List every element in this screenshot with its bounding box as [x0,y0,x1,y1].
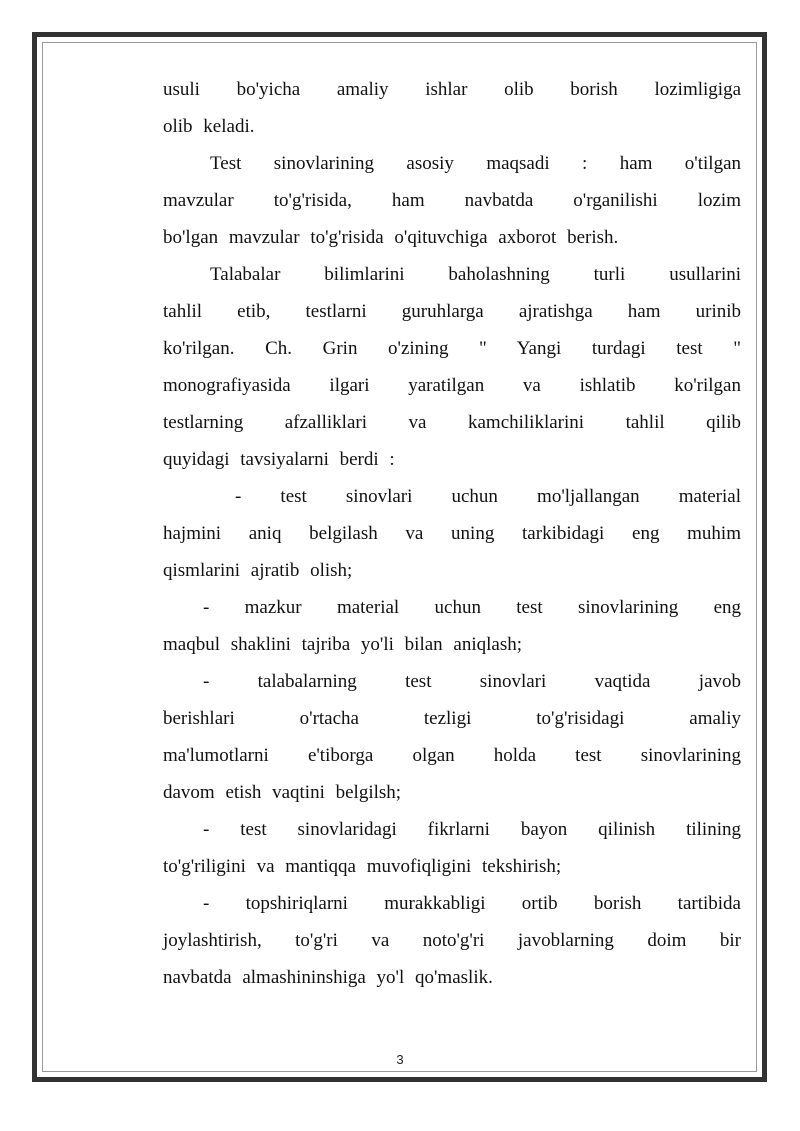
text-line: - test sinovlari uchun mo'ljallangan material [235,486,741,507]
paragraph-continuation [163,71,741,145]
text-line: monografiyasida ilgari yaratilgan va ishlatib ko'rilgan [163,375,741,396]
text-line: tahlil etib, testlarni guruhlarga ajratishga ham urinib [163,301,741,322]
text-line: qismlarini ajratib olish; [163,560,353,581]
text-line: olib keladi. [163,116,255,137]
text-line: to'g'riligini va mantiqqa muvofiqligini tekshirish; [163,856,562,877]
list-item-task-ordering [163,885,741,996]
text-line: maqbul shaklini tajriba yo'li bilan aniqlash; [163,634,523,655]
text-line: quyidagi tavsiyalarni berdi : [163,449,395,470]
text-line: ko'rilgan. Ch. Grin o'zining " Yangi turdagi test " [163,338,741,359]
text-line: bo'lgan mavzular to'g'risida o'qituvchiga axborot berish. [163,227,619,248]
text-line: usuli bo'yicha amaliy ishlar olib borish lozimligiga [163,79,741,100]
text-line: hajmini aniq belgilash va uning tarkibidagi eng muhim [163,523,741,544]
document-body [163,71,741,996]
text-line: - topshiriqlarni murakkabligi ortib borish tartibida [203,893,741,914]
text-line: - talabalarning test sinovlari vaqtida javob [203,671,741,692]
page-number: 3 [396,1052,404,1067]
text-line: - mazkur material uchun test sinovlarining eng [203,597,741,618]
text-line: mavzular to'g'risida, ham navbatda o'rganilishi lozim [163,190,741,211]
text-line: - test sinovlaridagi fikrlarni bayon qilinish tilining [203,819,741,840]
text-line: davom etish vaqtini belgilsh; [163,782,402,803]
text-line: berishlari o'rtacha tezligi to'g'risidagi amaliy [163,708,741,729]
paragraph-test-purpose [163,145,741,256]
list-item-test-form [163,589,741,663]
text-line: ma'lumotlarni e'tiborga olgan holda test sinovlarining [163,745,741,766]
paragraph-grin-monograph [163,256,741,478]
text-line: Test sinovlarining asosiy maqsadi : ham o'tilgan [210,153,741,174]
text-line: navbatda almashininshiga yo'l qo'maslik. [163,967,493,988]
text-line: testlarning afzalliklari va kamchiliklarini tahlil qilib [163,412,741,433]
list-item-language-check [163,811,741,885]
text-line: Talabalar bilimlarini baholashning turli usullarini [210,264,741,285]
list-item-test-duration [163,663,741,811]
text-line: joylashtirish, to'g'ri va noto'g'ri javoblarning doim bir [163,930,741,951]
list-item-material-volume [163,478,741,589]
